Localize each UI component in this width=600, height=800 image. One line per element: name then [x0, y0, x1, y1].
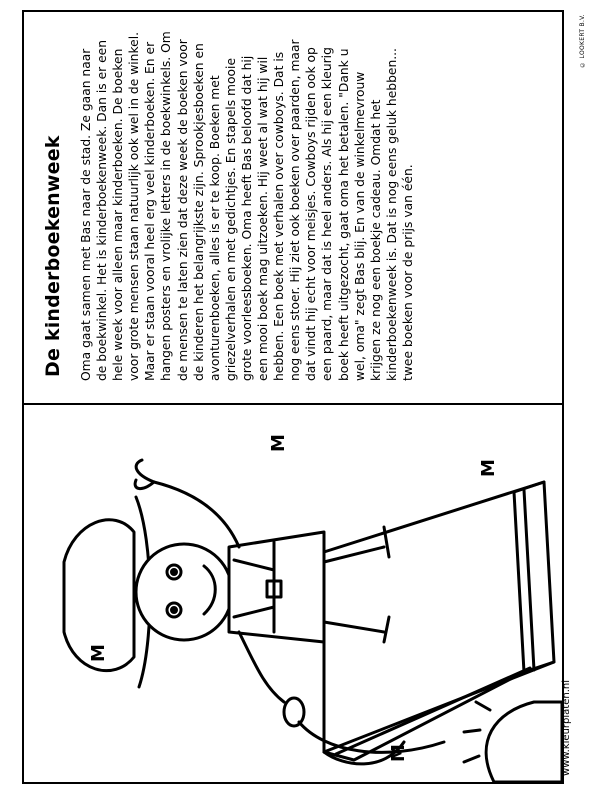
letter-m-1: M — [88, 644, 109, 662]
letter-m-2: M — [478, 459, 499, 477]
cowboy-illustration — [24, 406, 562, 782]
cowboy-arm-lasso — [239, 632, 284, 702]
illustration-panel — [24, 406, 562, 782]
letter-m-4: M — [268, 434, 289, 452]
story-title: De kinderboekenweek — [42, 134, 64, 377]
story-panel — [24, 12, 562, 401]
website-label: www.kleurplaten.nl — [561, 680, 572, 776]
cowboy-head — [136, 544, 232, 640]
cowboy-body — [229, 532, 324, 642]
story-rotated — [24, 17, 562, 397]
illustration-rotated — [24, 406, 562, 782]
copyright-text: © LOOKERT B.V. — [579, 14, 586, 68]
panel-divider — [22, 403, 564, 405]
cowboy-arm-wave — [154, 482, 239, 547]
story-content — [24, 17, 562, 397]
sun — [486, 702, 562, 782]
story-body: Oma gaat samen met Bas naar de stad. Ze gaan naar de boekwinkel. Het is kinderboekenweek. Dan is er een hele week voor alleen maar kinderboeken. De boeken voor grote mensen staan natuurlijk ook wel in de winkel. Maar er staan vooral heel erg veel kinderboeken. En er hangen posters en vrolijke letters in de boekwinkels. Om de mensen te laten zien dat deze week de boeken voor de kinderen het belangrijkste zijn. Sprookjesboeken en avonturenboeken, alles is er te koop. Boeken met griezelverhalen en met gedichtjes. En stapels mooie grote voorleesboeken. Oma heeft Bas beloofd dat hij een mooi boek mag uitzoeken. Hij weet al wat hij wil hebben. Een boek met verhalen over cowboys. Dat is nog eens stoer. Hij ziet ook boeken over paarden, maar dat vindt hij echt voor meisjes. Cowboys rijden ook op een paard, maar dat is heel anders. Als hij een kleurig boek heeft uitgezocht, gaat oma het betalen. "Dank u wel, oma" zegt Bas blij. En van de winkelmevrouw krijgen ze nog een boekje cadeau. Omdat het kinderboekenweek is. Dat is nog eens geluk hebben... twee boeken voor de prijs van één. — [79, 30, 415, 381]
letter-m-3: M — [388, 744, 409, 762]
